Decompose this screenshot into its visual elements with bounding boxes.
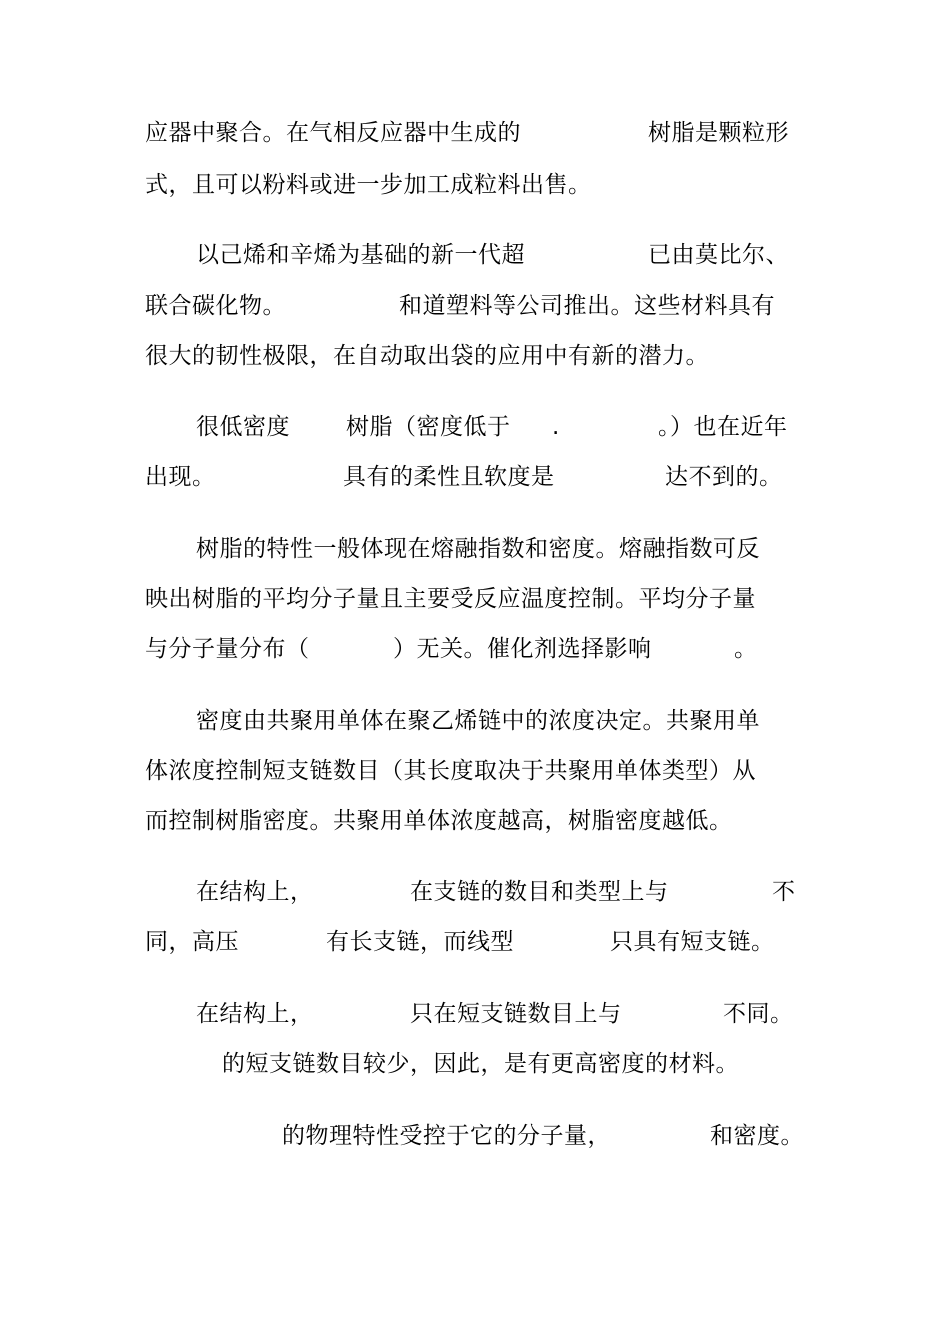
paragraph-6-line-2b: 有长支链，而线型 [326, 929, 514, 955]
paragraph-2-line-1a: 以己烯和辛烯为基础的新一代超 [196, 242, 525, 268]
paragraph-7-line-2: 的短支链数目较少，因此，是有更高密度的材料。 [222, 1051, 739, 1077]
paragraph-5-line-1: 密度由共聚用单体在聚乙烯链中的浓度决定。共聚用单 [196, 708, 760, 734]
paragraph-8-line-1b: 和密度。 [710, 1123, 804, 1149]
paragraph-7-line-1b: 只在短支链数目上与 [410, 1001, 622, 1027]
paragraph-3-line-2c: 达不到的。 [665, 464, 783, 490]
paragraph-4-line-3a: 与分子量分布（ [145, 636, 310, 662]
paragraph-6-line-1a: 在结构上， [196, 879, 314, 905]
paragraph-2-line-1b: 已由莫比尔、 [648, 242, 789, 268]
paragraph-6-line-2c: 只具有短支链。 [610, 929, 775, 955]
paragraph-6-line-1c: 不 [772, 879, 796, 905]
paragraph-3-line-2a: 出现。 [145, 464, 216, 490]
paragraph-1-line-1b: 树脂是颗粒形 [648, 120, 789, 146]
paragraph-2-line-2b: 和道塑料等公司推出。这些材料具有 [399, 293, 775, 319]
paragraph-5-line-2: 体浓度控制短支链数目（其长度取决于共聚用单体类型）从 [145, 758, 756, 784]
paragraph-5-line-3: 而控制树脂密度。共聚用单体浓度越高，树脂密度越低。 [145, 808, 733, 834]
paragraph-6-line-1b: 在支链的数目和类型上与 [410, 879, 669, 905]
paragraph-4-line-2: 映出树脂的平均分子量且主要受反应温度控制。平均分子量 [145, 586, 756, 612]
paragraph-3-line-1b: 树脂（密度低于 [346, 414, 511, 440]
paragraph-7-line-1c: 不同。 [723, 1001, 794, 1027]
paragraph-3-line-2b: 具有的柔性且软度是 [343, 464, 555, 490]
paragraph-7-line-1a: 在结构上， [196, 1001, 314, 1027]
paragraph-3-line-1c: . [552, 414, 560, 440]
paragraph-2-line-3: 很大的韧性极限，在自动取出袋的应用中有新的潜力。 [145, 343, 709, 369]
paragraph-8-line-1a: 的物理特性受控于它的分子量， [282, 1123, 611, 1149]
paragraph-1-line-2: 式，且可以粉料或进一步加工成粒料出售。 [145, 172, 592, 198]
paragraph-2-line-2a: 联合碳化物。 [145, 293, 286, 319]
paragraph-3-line-1a: 很低密度 [196, 414, 290, 440]
paragraph-6-line-2a: 同，高压 [145, 929, 239, 955]
paragraph-3-line-1d: 。）也在近年 [658, 414, 788, 440]
paragraph-4-line-3c: 。 [734, 636, 758, 662]
paragraph-4-line-3b: ）无关。催化剂选择影响 [393, 636, 652, 662]
paragraph-4-line-1: 树脂的特性一般体现在熔融指数和密度。熔融指数可反 [196, 536, 760, 562]
paragraph-1-line-1a: 应器中聚合。在气相反应器中生成的 [145, 120, 521, 146]
